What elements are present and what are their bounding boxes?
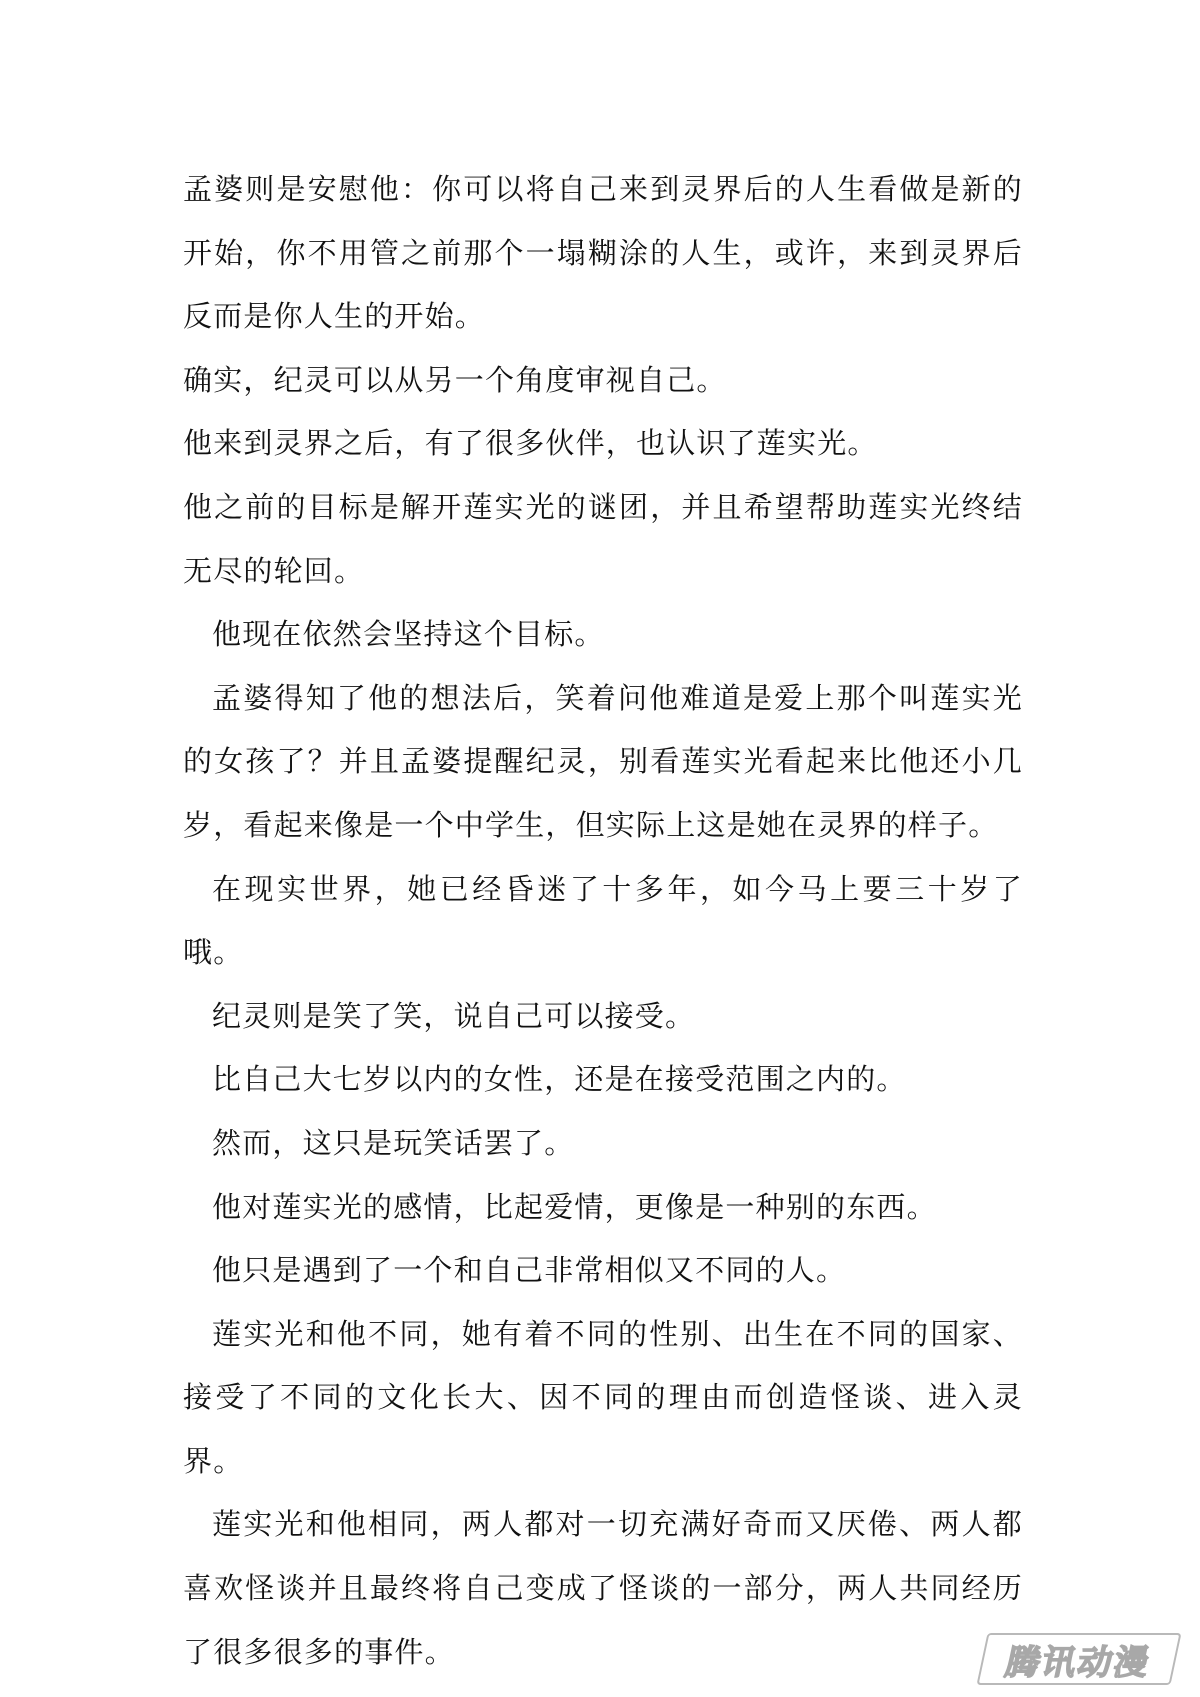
- paragraph-11: 他对莲实光的感情，比起爱情，更像是一种别的东西。: [212, 1189, 937, 1224]
- paragraph-8: 纪灵则是笑了笑，说自己可以接受。: [212, 998, 696, 1033]
- paragraph-10: 然而，这只是玩笑话罢了。: [212, 1125, 575, 1160]
- paragraph-6: 孟婆得知了他的想法后，笑着问他难道是爱上那个叫莲实光的女孩了？并且孟婆提醒纪灵，别看莲实光看起来比他还小几岁，看起来像是一个中学生，但实际上这是她在灵界的样子。: [183, 680, 1023, 842]
- paragraph-13: 莲实光和他不同，她有着不同的性别、出生在不同的国家、接受了不同的文化长大、因不同的理由而创造怪谈、进入灵界。: [183, 1316, 1023, 1478]
- paragraph-3: 他来到灵界之后，有了很多伙伴，也认识了莲实光。: [183, 426, 878, 461]
- paragraph-12: 他只是遇到了一个和自己非常相似又不同的人。: [212, 1253, 847, 1288]
- story-text: [183, 158, 1023, 1684]
- watermark-text: 腾讯动漫: [1002, 1642, 1155, 1683]
- paragraph-5: 他现在依然会坚持这个目标。: [212, 617, 605, 652]
- paragraph-7: 在现实世界，她已经昏迷了十多年，如今马上要三十岁了哦。: [183, 871, 1023, 970]
- paragraph-4: 他之前的目标是解开莲实光的谜团，并且希望帮助莲实光终结无尽的轮回。: [183, 489, 1023, 588]
- tencent-comics-watermark: [976, 1633, 1181, 1685]
- paragraph-14: 莲实光和他相同，两人都对一切充满好奇而又厌倦、两人都喜欢怪谈并且最终将自己变成了怪谈的一部分，两人共同经历了很多很多的事件。: [183, 1507, 1023, 1669]
- paragraph-1: 孟婆则是安慰他：你可以将自己来到灵界后的人生看做是新的开始，你不用管之前那个一塌糊涂的人生，或许，来到灵界后反而是你人生的开始。: [183, 172, 1023, 334]
- paragraph-2: 确实，纪灵可以从另一个角度审视自己。: [183, 362, 727, 397]
- paragraph-9: 比自己大七岁以内的女性，还是在接受范围之内的。: [212, 1062, 907, 1097]
